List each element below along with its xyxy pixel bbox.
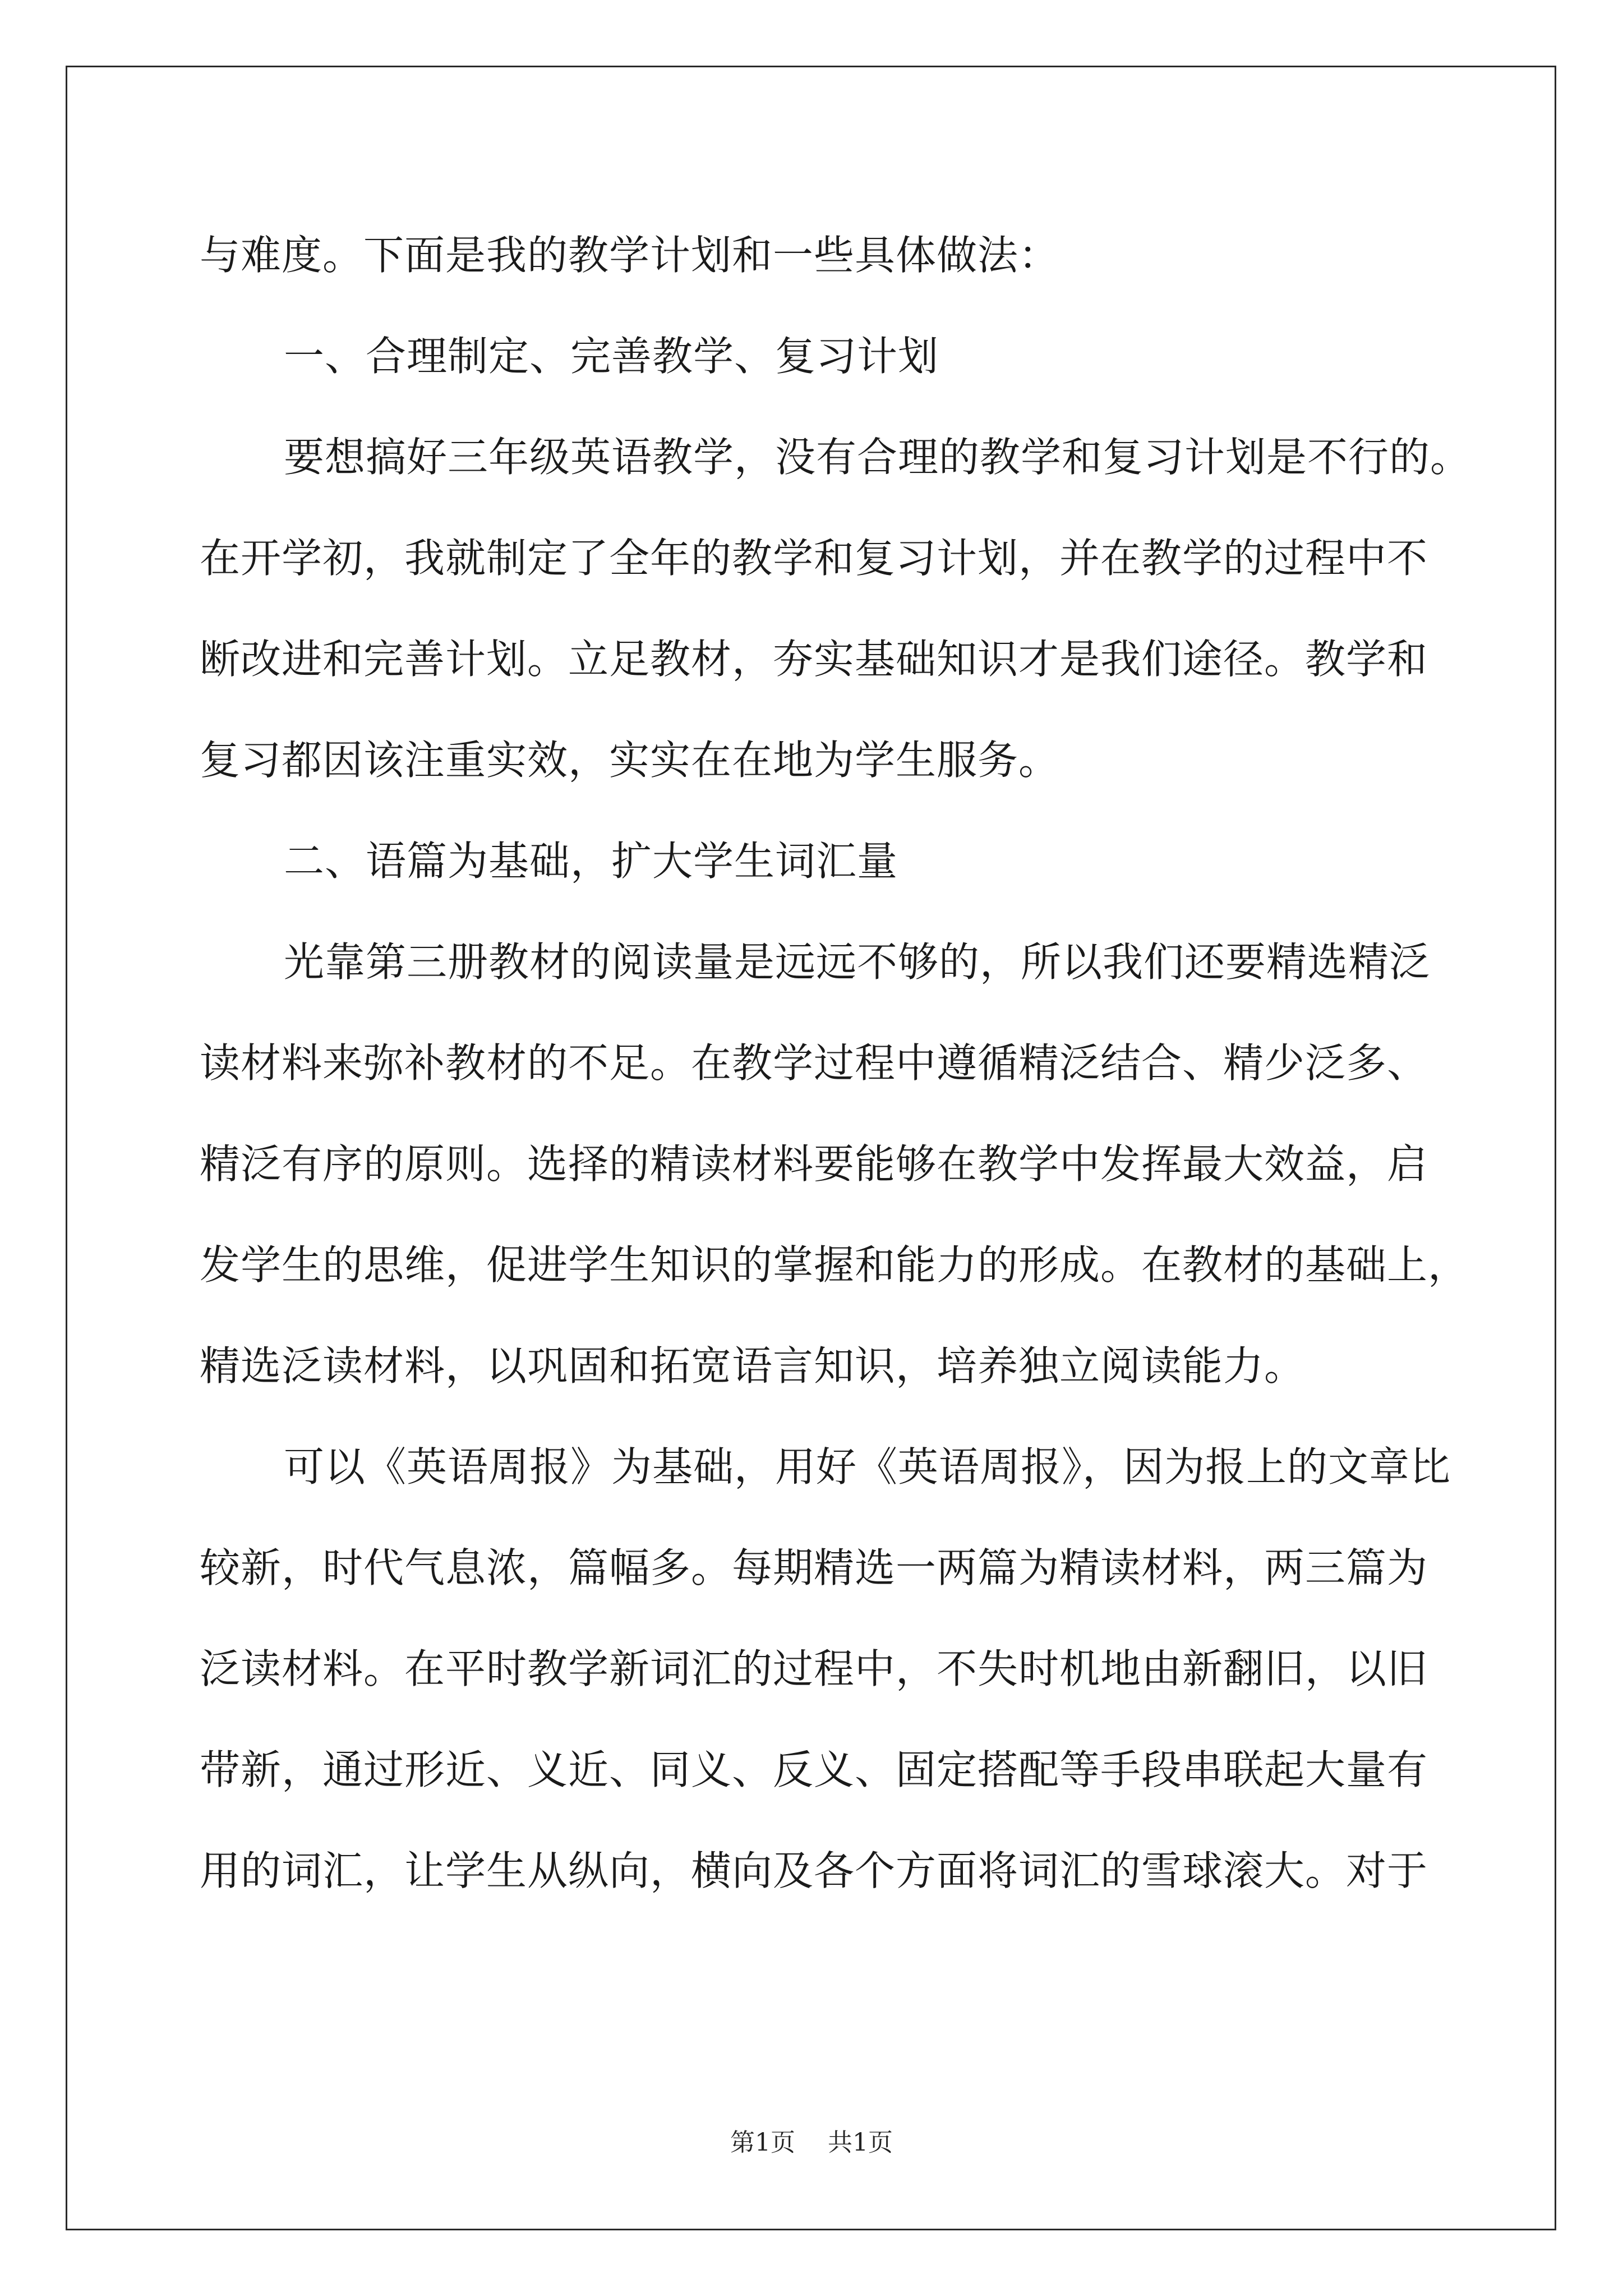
text-line: 断改进和完善计划。立足教材，夯实基础知识才是我们途径。教学和 — [200, 636, 1428, 683]
text-line: 在开学初，我就制定了全年的教学和复习计划，并在教学的过程中不 — [200, 535, 1428, 582]
text-line: 精泛有序的原则。选择的精读材料要能够在教学中发挥最大效益，启 — [200, 1140, 1428, 1188]
text-line: 可以《英语周报》为基础，用好《英语周报》，因为报上的文章比 — [284, 1443, 1451, 1490]
text-line: 发学生的思维，促进学生知识的掌握和能力的形成。在教材的基础上， — [200, 1241, 1469, 1289]
page-footer — [0, 2126, 1623, 2160]
text-line: 泛读材料。在平时教学新词汇的过程中，不失时机地由新翻旧，以旧 — [200, 1645, 1428, 1692]
text-line: 复习都因该注重实效，实实在在地为学生服务。 — [200, 737, 1060, 784]
text-line: 用的词汇，让学生从纵向，横向及各个方面将词汇的雪球滚大。对于 — [200, 1847, 1428, 1894]
page-total: 共1页 — [828, 2128, 893, 2157]
page-number: 第1页 — [730, 2128, 795, 2157]
section-heading: 二、语篇为基础，扩大学生词汇量 — [284, 838, 898, 885]
text-line: 光靠第三册教材的阅读量是远远不够的，所以我们还要精选精泛 — [284, 938, 1431, 986]
text-line: 较新，时代气息浓，篇幅多。每期精选一两篇为精读材料，两三篇为 — [200, 1544, 1428, 1591]
text-line: 要想搞好三年级英语教学，没有合理的教学和复习计划是不行的。 — [284, 434, 1472, 481]
text-line: 精选泛读材料，以巩固和拓宽语言知识，培养独立阅读能力。 — [200, 1342, 1306, 1389]
text-line: 带新，通过形近、义近、同义、反义、固定搭配等手段串联起大量有 — [200, 1746, 1428, 1793]
section-heading: 一、合理制定、完善教学、复习计划 — [284, 333, 939, 380]
text-line: 与难度。下面是我的教学计划和一些具体做法： — [200, 232, 1060, 279]
text-line: 读材料来弥补教材的不足。在教学过程中遵循精泛结合、精少泛多、 — [200, 1039, 1428, 1087]
